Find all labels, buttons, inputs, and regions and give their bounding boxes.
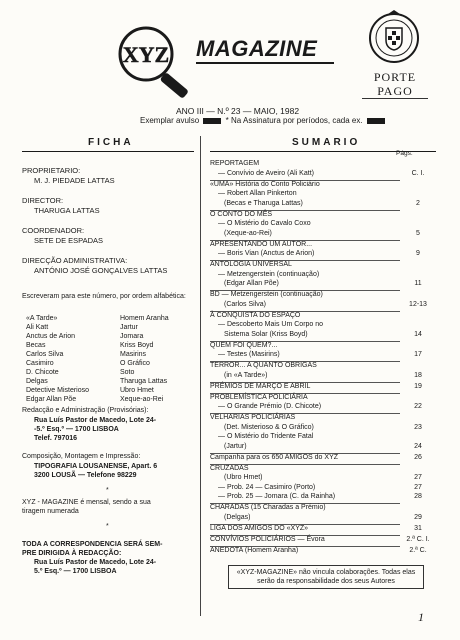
author-item: Masirins: [120, 351, 147, 358]
toc-entry: (Edgar Allan Põe): [224, 280, 279, 287]
author-item: Jartur: [120, 324, 138, 331]
toc-page: C. I.: [411, 169, 425, 177]
toc-row: [210, 181, 436, 188]
author-item: Homem Aranha: [120, 315, 169, 322]
toc-row: [210, 484, 436, 491]
toc-row: [210, 241, 436, 248]
toc-entry: (Delgas): [224, 513, 251, 521]
toc-entry: (Xeque-ao-Rei): [224, 229, 272, 237]
toc-entry: — Boris Vian (Anctus de Arion): [218, 250, 315, 257]
toc-entry: PROBLEMÍSTICA POLICIÁRIA: [210, 393, 308, 401]
asterisk: *: [106, 523, 109, 530]
coat-of-arms-icon: [362, 8, 426, 66]
toc-row: [210, 190, 436, 197]
proprietario-value: M. J. PIEDADE LATTAS: [34, 176, 115, 185]
direccao-label: DIRECÇÃO ADMINISTRATIVA:: [22, 256, 128, 265]
toc-row: [210, 312, 436, 319]
author-item: Tharuga Lattas: [120, 378, 168, 385]
author-item: Delgas: [26, 378, 48, 385]
toc-row: [210, 525, 436, 532]
toc-entry: VELHARIAS POLICIÁRIAS: [210, 414, 296, 421]
toc-row: [210, 536, 436, 543]
toc-page: 31: [414, 524, 422, 532]
mensal-line1: XYZ - MAGAZINE é mensal, sendo a sua: [22, 499, 151, 506]
toc-row: [210, 351, 436, 358]
authors-left-list: [26, 314, 116, 404]
toc-entry: — O Grande Prémio (D. Chicote): [218, 403, 322, 410]
toc-entry: ANEDOTA (Homem Aranha): [210, 546, 299, 554]
toc-row: [210, 200, 436, 207]
toc-row: [210, 220, 436, 227]
toc-entry: (Ubro Hmet): [224, 474, 263, 481]
escreveram-text: Escreveram para este número, por ordem alfabética:: [22, 293, 186, 300]
toc-row: [210, 211, 436, 218]
page-number: 1: [418, 610, 424, 624]
author-item: Soto: [120, 369, 135, 376]
toc-entry: CONVÍVIOS POLICIÁRIOS — Évora: [210, 535, 325, 543]
toc-row: [210, 362, 436, 369]
redacted-price: [203, 118, 221, 124]
toc-row: [210, 465, 436, 472]
author-item: Jomara: [120, 333, 144, 340]
toc-entry: — Prob. 24 — Casimiro (Porto): [218, 483, 316, 491]
toc-entry: QUEM FOI QUEM?...: [210, 341, 278, 349]
author-item: Kriss Boyd: [120, 342, 154, 349]
toc-page: 17: [414, 351, 422, 358]
toc-row: [210, 230, 436, 237]
toc-row: [210, 547, 436, 554]
toc-row: [210, 394, 436, 401]
author-item: O Gráfico: [120, 360, 150, 367]
toc-entry: — Prob. 25 — Jomara (C. da Rainha): [218, 493, 336, 500]
corr-line1: TODA A CORRESPONDENCIA SERÁ SEM-: [22, 541, 163, 548]
toc-row: [210, 403, 436, 410]
composicao-label: Composição, Montagem e Impressão:: [22, 453, 141, 460]
corr-line2: PRE DIRIGIDA À REDACÇÃO:: [22, 550, 122, 557]
toc-row: [210, 280, 436, 287]
price-line: [140, 116, 387, 125]
toc-page: 18: [414, 371, 422, 379]
toc-row: [210, 331, 436, 338]
toc-page: 2.ª C. I.: [406, 535, 430, 543]
redaccao-label: Redacção e Administração (Provisórias):: [22, 407, 149, 414]
notice-box: «XYZ-MAGAZINE» não vincula colaborações. Todas elas serão da responsabilidade dos seus Autores: [228, 565, 424, 589]
toc-page: 26: [414, 453, 422, 461]
author-item: Casimiro: [26, 360, 54, 367]
direccao-value: ANTÓNIO JOSÉ GONÇALVES LATTAS: [34, 266, 168, 275]
asterisk: *: [106, 487, 109, 494]
toc-row: [210, 271, 436, 278]
toc-page: 23: [414, 423, 422, 431]
director-label: DIRECTOR:: [22, 196, 64, 205]
authors-right-list: [120, 314, 200, 404]
ficha-heading: FICHA: [88, 137, 134, 148]
author-item: Ali Katt: [26, 324, 49, 331]
toc-entry: APRESENTANDO UM AUTOR...: [210, 240, 313, 248]
author-item: Xeque-ao-Rei: [120, 396, 164, 403]
toc-entry: (Becas e Tharuga Lattas): [224, 199, 303, 207]
toc-row: [210, 301, 436, 308]
toc-page: 28: [414, 493, 422, 500]
toc-page: 5: [416, 229, 420, 237]
author-item: Becas: [26, 342, 46, 349]
price-separator: *: [225, 116, 229, 125]
toc-page: 14: [414, 330, 422, 338]
toc-page: 2.ª C.: [409, 546, 427, 554]
toc-row: [210, 372, 436, 379]
corr-line3: Rua Luís Pastor de Macedo, Lote 24-: [34, 559, 157, 566]
toc-page: 29: [414, 513, 422, 521]
author-item: Carlos Silva: [26, 351, 64, 358]
toc-page: 11: [414, 280, 422, 287]
toc-entry: CHARADAS (15 Charadas a Prémio): [210, 504, 326, 511]
price-assinatura: Na Assinatura por períodos, cada ex.: [230, 116, 363, 125]
toc-entry: Campanha para os 650 AMIGOS do XYZ: [210, 453, 339, 461]
toc-entry: — Robert Allan Pinkerton: [218, 190, 297, 197]
mensal-line2: tiragem numerada: [22, 508, 79, 515]
composicao-line2: 3200 LOUSÃ — Telefone 98229: [34, 472, 137, 479]
toc-entry: — Convívio de Aveiro (Ali Katt): [218, 169, 314, 177]
toc-entry: PRÉMIOS DE MARÇO E ABRIL: [210, 382, 311, 390]
toc-row: [210, 414, 436, 421]
toc-row: [210, 291, 436, 298]
toc-row: [210, 493, 436, 500]
author-item: Detective Misterioso: [26, 387, 90, 394]
author-item: Anctus de Arion: [26, 333, 76, 340]
toc-row: [210, 261, 436, 268]
corr-line4: 5.º Esq.º — 1700 LISBOA: [34, 568, 117, 575]
logo-text: XYZ: [122, 42, 170, 67]
porte-line-1: PORTE: [373, 70, 417, 84]
toc-entry: BD — Metzengerstein (continuação): [210, 291, 323, 298]
coordenador-value: SETE DE ESPADAS: [34, 236, 104, 245]
author-item: Ubro Hmet: [120, 387, 154, 394]
redaccao-tel: Telef. 797016: [34, 435, 78, 442]
author-item: «A Tarde»: [26, 315, 58, 322]
toc-entry: — Metzengerstein (continuação): [218, 270, 320, 278]
author-item: Edgar Allan Põe: [26, 396, 77, 403]
toc-row: [210, 514, 436, 521]
porte-pago-stamp: [362, 70, 428, 98]
toc-page: 27: [414, 483, 422, 491]
toc-entry: REPORTAGEM: [210, 160, 260, 167]
proprietario-label: PROPRIETARIO:: [22, 166, 81, 175]
table-of-contents: [210, 160, 436, 560]
toc-row: [210, 160, 436, 167]
toc-entry: — Descoberto Mais Um Corpo no: [218, 321, 324, 328]
composicao-line1: TIPOGRAFIA LOUSANENSE, Apart. 6: [34, 463, 158, 470]
title-rule: [196, 62, 334, 64]
toc-entry: — O Mistério do Tridente Fatal: [218, 433, 314, 440]
toc-entry: CRUZADAS: [210, 464, 249, 472]
redaccao-addr2: -5.º Esq.º — 1700 LISBOA: [34, 426, 119, 433]
toc-row: [210, 321, 436, 328]
toc-row: [210, 424, 436, 431]
toc-row: [210, 342, 436, 349]
xyz-magnifier-logo: [116, 24, 196, 98]
pags-label: Págs.: [396, 150, 413, 157]
toc-entry: TERROR... A QUANTO OBRIGAS: [210, 362, 317, 369]
toc-entry: (in «A Tarde»): [224, 371, 268, 379]
redaccao-addr1: Rua Luís Pastor de Macedo, Lote 24-: [34, 417, 157, 424]
magazine-title: MAGAZINE: [196, 36, 318, 61]
porte-line-2: PAGO: [377, 84, 413, 98]
sumario-heading: SUMARIO: [292, 137, 361, 148]
toc-page: 24: [414, 442, 422, 450]
author-item: D. Chicote: [26, 369, 59, 376]
toc-row: [210, 454, 436, 461]
toc-entry: (Carlos Silva): [224, 300, 267, 308]
price-avulso: Exemplar avulso: [140, 116, 200, 125]
toc-page: 2: [416, 199, 420, 207]
toc-page: 27: [414, 474, 422, 481]
toc-page: 22: [414, 403, 422, 410]
toc-entry: (Det. Misterioso & O Gráfico): [224, 423, 314, 431]
redacted-price: [367, 118, 385, 124]
toc-entry: — Testes (Masirins): [218, 351, 280, 358]
toc-entry: «UMA» História do Conto Policiário: [210, 180, 320, 188]
ficha-rule: [22, 151, 194, 152]
toc-entry: ANTOLOGIA UNIVERSAL: [210, 261, 292, 268]
toc-entry: LIGA DOS AMIGOS DO «XYZ»: [210, 524, 309, 532]
toc-row: [210, 250, 436, 257]
toc-page: 12-13: [409, 300, 427, 308]
toc-page: 19: [414, 382, 422, 390]
toc-row: [210, 474, 436, 481]
toc-row: [210, 170, 436, 177]
toc-entry: — O Mistério do Cavalo Coxo: [218, 220, 311, 227]
toc-entry: À CONQUISTA DO ESPAÇO: [210, 311, 301, 319]
toc-entry: O CONTO DO MÊS: [210, 210, 273, 218]
toc-entry: (Jartur): [224, 442, 247, 450]
toc-page: 9: [416, 250, 420, 257]
issue-line: ANO III — N.º 23 — MAIO, 1982: [176, 106, 300, 116]
coordenador-label: COORDENADOR:: [22, 226, 85, 235]
director-value: THARUGA LATTAS: [34, 206, 100, 215]
toc-row: [210, 433, 436, 440]
toc-row: [210, 383, 436, 390]
toc-row: [210, 504, 436, 511]
porte-rule: [362, 98, 428, 99]
toc-row: [210, 443, 436, 450]
toc-entry: Sistema Solar (Kriss Boyd): [224, 330, 308, 338]
